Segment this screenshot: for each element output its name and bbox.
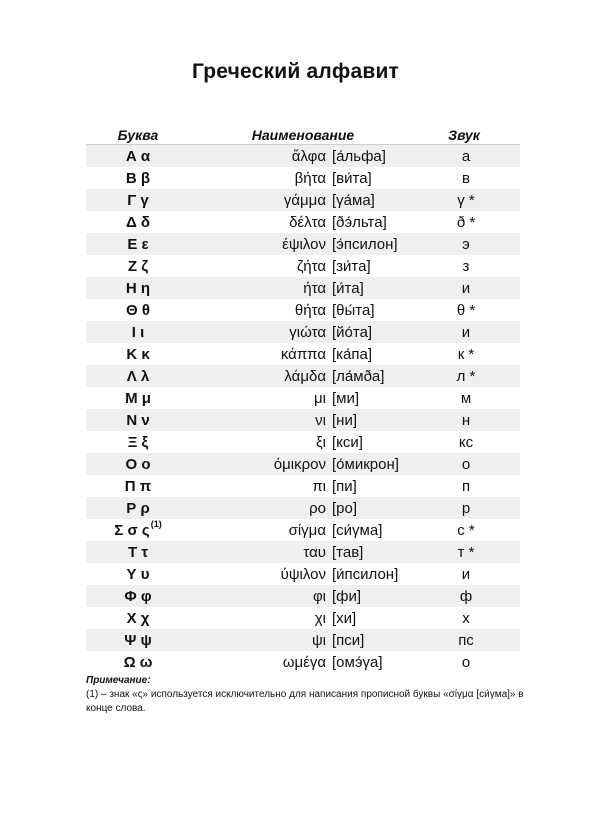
- letter-text: Π π: [124, 477, 152, 495]
- sound-cell: т *: [457, 543, 475, 561]
- letter-cell: [86, 302, 190, 319]
- greek-name-cell: σίγμα: [288, 521, 326, 539]
- greek-name-cell: ψι: [311, 631, 326, 649]
- letter-text: Υ υ: [126, 565, 150, 583]
- footnote-text: (1) – знак «ς» используется исключительно для написания прописной буквы «σίγμα [си́γма]» в конце слова.: [86, 689, 524, 714]
- table-row: [86, 541, 520, 563]
- letter-text: Τ τ: [127, 543, 149, 561]
- footnote-title: Примечание:: [86, 675, 151, 686]
- letter-cell: [86, 258, 190, 275]
- header-name: Наименование: [251, 127, 355, 143]
- sound-cell: а: [461, 147, 471, 165]
- letter-text: Ν ν: [126, 411, 150, 429]
- russian-name-cell: [θы́та]: [332, 301, 375, 319]
- russian-name-cell: [пси]: [332, 631, 365, 649]
- greek-name-cell: νι: [315, 411, 326, 429]
- table-row: [86, 453, 520, 475]
- letter-cell: [86, 654, 190, 671]
- table-row: [86, 651, 520, 673]
- greek-name-cell: λάμδα: [284, 367, 326, 385]
- greek-name-cell: ταυ: [303, 543, 326, 561]
- russian-name-cell: [ðэ́льта]: [332, 213, 387, 231]
- table-row: [86, 167, 520, 189]
- sound-cell: л *: [456, 367, 476, 385]
- letter-text: Η η: [125, 279, 151, 297]
- sound-cell: н: [461, 411, 471, 429]
- table-row: [86, 321, 520, 343]
- greek-name-cell: ωμέγα: [282, 653, 326, 671]
- greek-name-cell: έψιλον: [282, 235, 326, 253]
- letter-cell: [86, 214, 190, 231]
- greek-name-cell: ξι: [315, 433, 326, 451]
- letter-cell: [86, 544, 190, 561]
- letter-text: Σ σ ς: [114, 522, 150, 539]
- letter-cell: [86, 148, 190, 165]
- sound-cell: пс: [458, 631, 474, 649]
- sound-cell: с *: [457, 521, 475, 539]
- letter-text: Θ θ: [126, 301, 150, 319]
- table-row: [86, 585, 520, 607]
- russian-name-cell: [зи́та]: [332, 257, 371, 275]
- russian-name-cell: [ро]: [332, 499, 358, 517]
- sound-cell: р: [461, 499, 471, 517]
- russian-name-cell: [и́псилон]: [332, 565, 399, 583]
- table-row: [86, 277, 520, 299]
- russian-name-cell: [пи]: [332, 477, 357, 495]
- greek-name-cell: ήτα: [303, 279, 326, 297]
- table-row: [86, 145, 520, 167]
- sound-cell: х: [462, 609, 470, 627]
- letter-text: Χ χ: [126, 609, 150, 627]
- letter-text: Α α: [125, 147, 151, 165]
- table-row: [86, 211, 520, 233]
- sound-cell: и: [461, 279, 471, 297]
- russian-name-cell: [ми]: [332, 389, 360, 407]
- greek-name-cell: φι: [312, 587, 326, 605]
- footnote: [86, 674, 526, 716]
- letter-cell: [86, 324, 190, 341]
- sound-cell: θ *: [456, 301, 476, 319]
- table-row: [86, 189, 520, 211]
- table-row: [86, 563, 520, 585]
- header-letter: Буква: [117, 127, 159, 143]
- letter-cell: [86, 566, 190, 583]
- page-title: Греческий алфавит: [191, 60, 400, 83]
- greek-name-cell: γάμμα: [283, 191, 326, 209]
- sound-cell: к *: [457, 345, 475, 363]
- letter-cell: [86, 632, 190, 649]
- letter-text: Ζ ζ: [127, 257, 149, 275]
- sound-cell: γ *: [457, 191, 475, 209]
- table-header: [86, 123, 520, 145]
- table-row: [86, 607, 520, 629]
- greek-name-cell: ἄλφα: [291, 147, 326, 165]
- sound-cell: и: [461, 565, 471, 583]
- russian-name-cell: [γа́ма]: [332, 191, 375, 209]
- sound-cell: ð *: [456, 213, 476, 231]
- greek-name-cell: όμικρον: [273, 455, 326, 473]
- letter-text: Λ λ: [126, 367, 150, 385]
- russian-name-cell: [тав]: [332, 543, 364, 561]
- table-row: [86, 497, 520, 519]
- russian-name-cell: [а́льфа]: [332, 147, 386, 165]
- letter-cell: [86, 280, 190, 297]
- letter-cell: [86, 390, 190, 407]
- table-body: [86, 145, 520, 673]
- letter-text: Ε ε: [127, 235, 149, 253]
- greek-name-cell: μι: [314, 389, 326, 407]
- letter-text: Κ κ: [126, 345, 150, 363]
- table-row: [86, 475, 520, 497]
- russian-name-cell: [ла́мðа]: [332, 367, 385, 385]
- footnote-marker: (1): [150, 519, 162, 529]
- letter-text: Δ δ: [125, 213, 151, 231]
- table-row: [86, 233, 520, 255]
- letter-text: Φ φ: [124, 587, 152, 605]
- sound-cell: кс: [458, 433, 474, 451]
- letter-text: Ρ ρ: [126, 499, 150, 517]
- greek-name-cell: πι: [312, 477, 326, 495]
- letter-cell: [86, 610, 190, 627]
- greek-name-cell: ρο: [309, 499, 326, 517]
- letter-cell: [86, 500, 190, 517]
- russian-name-cell: [ка́па]: [332, 345, 373, 363]
- greek-name-cell: θήτα: [294, 301, 326, 319]
- russian-name-cell: [кси]: [332, 433, 363, 451]
- letter-cell: [86, 346, 190, 363]
- letter-cell: [86, 170, 190, 187]
- letter-text: Β β: [125, 169, 151, 187]
- table-row: [86, 365, 520, 387]
- letter-cell: [86, 521, 190, 539]
- table-row: [86, 409, 520, 431]
- sound-cell: и: [461, 323, 471, 341]
- letter-cell: [86, 412, 190, 429]
- sound-cell: э: [462, 235, 470, 253]
- sound-cell: в: [462, 169, 470, 187]
- letter-cell: [86, 236, 190, 253]
- table-row: [86, 255, 520, 277]
- table-row: [86, 519, 520, 541]
- russian-name-cell: [о́микрон]: [332, 455, 399, 473]
- letter-text: Ω ω: [123, 653, 153, 671]
- greek-name-cell: δέλτα: [289, 213, 326, 231]
- letter-text: Ψ ψ: [124, 631, 152, 649]
- greek-name-cell: κάππα: [280, 345, 326, 363]
- sound-cell: о: [461, 653, 471, 671]
- sound-cell: з: [462, 257, 470, 275]
- letter-cell: [86, 192, 190, 209]
- greek-name-cell: ύψιλον: [280, 565, 326, 583]
- letter-cell: [86, 456, 190, 473]
- russian-name-cell: [фи]: [332, 587, 362, 605]
- russian-name-cell: [ни]: [332, 411, 357, 429]
- greek-name-cell: βήτα: [294, 169, 326, 187]
- russian-name-cell: [э́псилон]: [332, 235, 398, 253]
- sound-cell: п: [461, 477, 471, 495]
- russian-name-cell: [хи]: [332, 609, 357, 627]
- russian-name-cell: [йо́та]: [332, 323, 373, 341]
- letter-cell: [86, 368, 190, 385]
- letter-text: Ξ ξ: [127, 433, 149, 451]
- table-row: [86, 431, 520, 453]
- table-row: [86, 629, 520, 651]
- greek-name-cell: γιώτα: [289, 323, 326, 341]
- letter-text: Ι ι: [131, 323, 145, 341]
- header-sound: Звук: [448, 127, 480, 143]
- table-row: [86, 343, 520, 365]
- russian-name-cell: [и́та]: [332, 279, 364, 297]
- greek-name-cell: ζήτα: [296, 257, 326, 275]
- sound-cell: м: [460, 389, 472, 407]
- russian-name-cell: [омэ́γа]: [332, 653, 383, 671]
- letter-cell: [86, 588, 190, 605]
- table-row: [86, 387, 520, 409]
- sound-cell: ф: [459, 587, 473, 605]
- russian-name-cell: [си́γма]: [332, 521, 383, 539]
- letter-cell: [86, 434, 190, 451]
- table-row: [86, 299, 520, 321]
- letter-text: Γ γ: [127, 191, 149, 209]
- russian-name-cell: [ви́та]: [332, 169, 372, 187]
- sound-cell: о: [461, 455, 471, 473]
- letter-text: Μ μ: [125, 389, 151, 407]
- alphabet-table: [86, 123, 520, 673]
- letter-cell: [86, 478, 190, 495]
- greek-name-cell: χι: [314, 609, 326, 627]
- letter-text: Ο ο: [125, 455, 151, 473]
